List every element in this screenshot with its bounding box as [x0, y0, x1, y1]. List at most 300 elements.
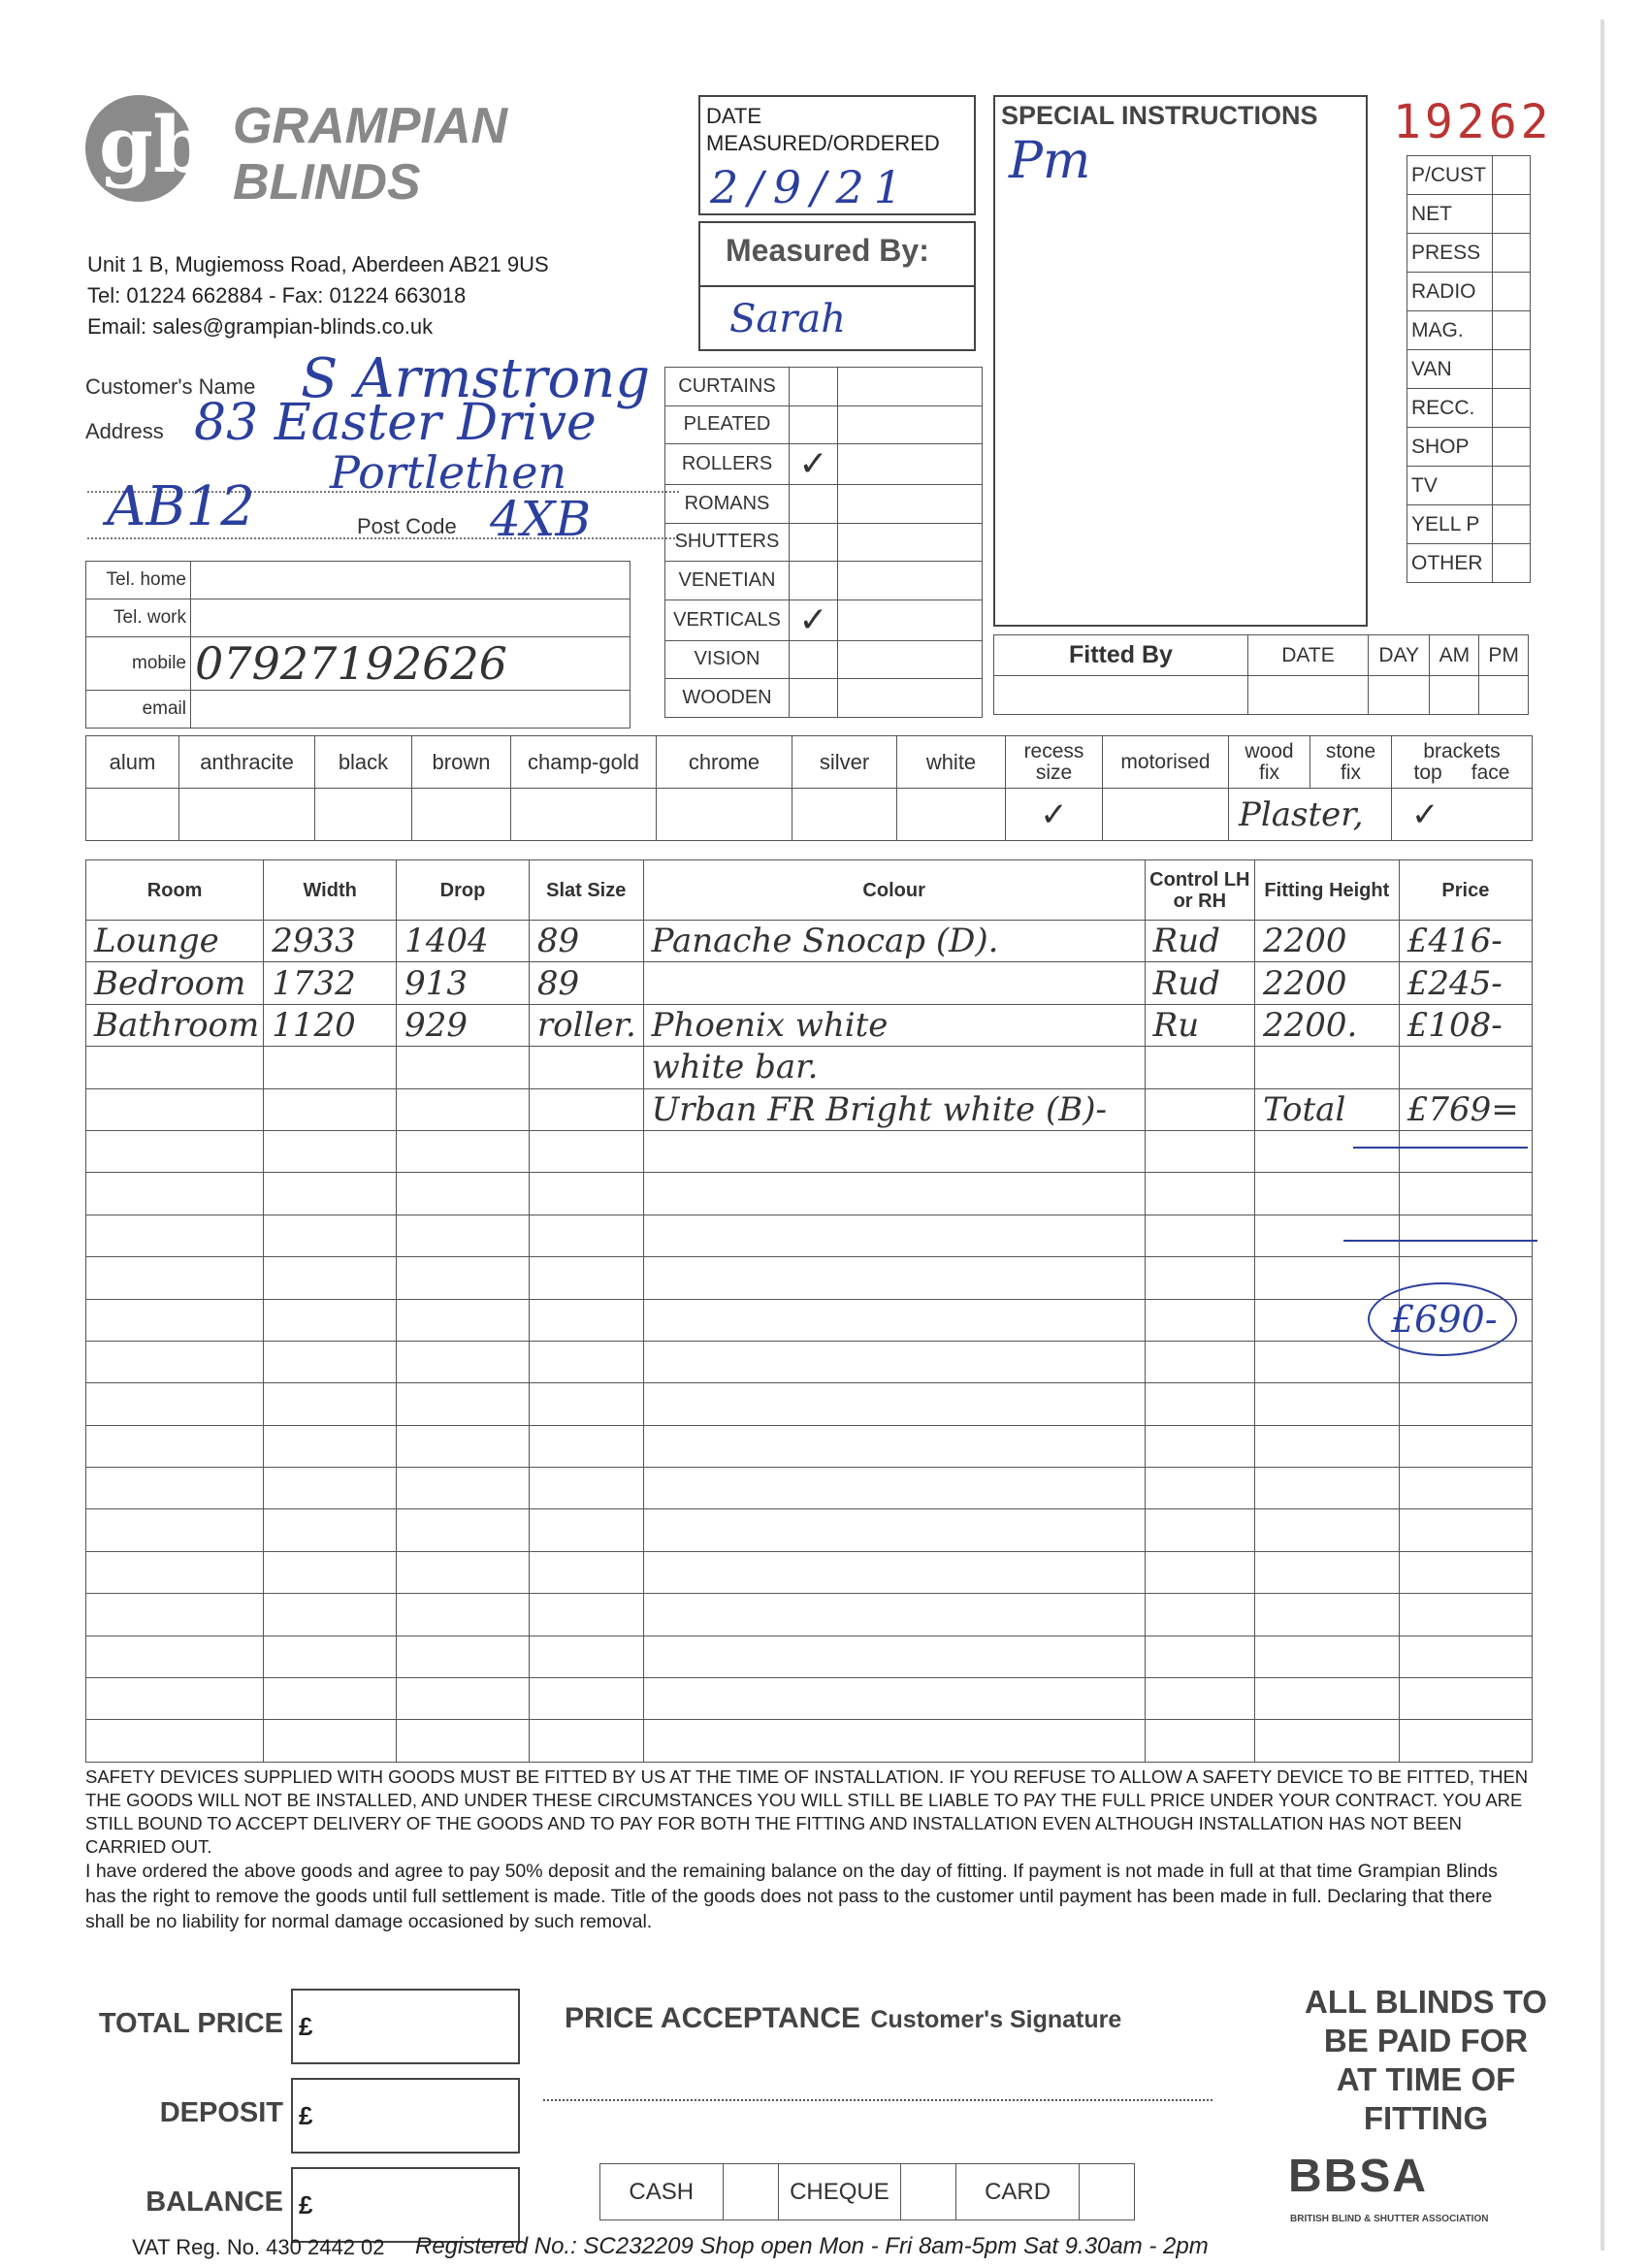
- table-row: [86, 1173, 1533, 1215]
- order-cell-colour[interactable]: [643, 1468, 1145, 1509]
- source-checkbox[interactable]: [1492, 156, 1530, 195]
- source-checkbox[interactable]: [1492, 350, 1530, 389]
- order-cell-room[interactable]: [86, 1383, 264, 1425]
- order-cell-height[interactable]: [1255, 1509, 1400, 1551]
- table-row: [86, 1299, 1533, 1341]
- source-checkbox[interactable]: [1492, 467, 1530, 505]
- order-cell-height[interactable]: [1255, 1468, 1400, 1509]
- source-checkbox[interactable]: [1492, 544, 1530, 583]
- finish-option-check[interactable]: [657, 789, 792, 841]
- postcode-value[interactable]: 4XB: [490, 491, 592, 547]
- table-row: [86, 1636, 1533, 1677]
- order-cell-control[interactable]: [1145, 1468, 1254, 1509]
- order-cell-width[interactable]: [264, 1425, 397, 1467]
- order-cell-price[interactable]: [1399, 1130, 1532, 1172]
- order-cell-price[interactable]: [1399, 1173, 1532, 1215]
- order-cell-room[interactable]: [86, 1509, 264, 1551]
- totals-label: DEPOSIT: [159, 2097, 283, 2128]
- order-cell-slat[interactable]: roller.: [529, 1004, 643, 1046]
- finish-option-black: black: [315, 736, 412, 789]
- payment-method-card: CARD: [956, 2164, 1080, 2220]
- order-cell-control[interactable]: Rud: [1145, 962, 1254, 1004]
- order-cell-height[interactable]: [1255, 1341, 1400, 1382]
- postcode-label: Post Code: [357, 514, 457, 538]
- order-cell-width[interactable]: [264, 1720, 397, 1762]
- product-type-label: CURTAINS: [665, 368, 790, 406]
- acceptance-title: PRICE ACCEPTANCE: [565, 2002, 861, 2034]
- order-cell-colour[interactable]: [643, 1594, 1145, 1636]
- order-cell-control[interactable]: [1145, 1088, 1254, 1130]
- order-cell-slat[interactable]: [529, 1425, 643, 1467]
- order-cell-drop[interactable]: 1404: [397, 921, 530, 962]
- special-instructions-value[interactable]: Pm: [1009, 132, 1091, 190]
- phone-label: Tel. work: [86, 599, 191, 637]
- address-line3[interactable]: AB12: [107, 475, 255, 538]
- table-row: [86, 1468, 1533, 1509]
- order-cell-drop[interactable]: 929: [397, 1004, 530, 1046]
- product-type-extra[interactable]: [838, 640, 983, 679]
- currency-symbol: £: [299, 2101, 313, 2130]
- product-type-check[interactable]: ✓: [790, 444, 838, 485]
- order-cell-colour[interactable]: [643, 1425, 1145, 1467]
- product-type-check[interactable]: [790, 562, 838, 600]
- order-cell-drop[interactable]: [397, 1130, 530, 1172]
- order-cell-room[interactable]: [86, 1468, 264, 1509]
- product-type-extra[interactable]: [838, 485, 983, 524]
- phone-label: Tel. home: [86, 562, 191, 599]
- order-cell-room[interactable]: [86, 1173, 264, 1215]
- order-cell-width[interactable]: [264, 1468, 397, 1509]
- fitted-day-value[interactable]: [1369, 676, 1430, 715]
- order-cell-price[interactable]: [1399, 1047, 1532, 1088]
- order-cell-price[interactable]: [1399, 1720, 1532, 1762]
- source-label: MAG.: [1407, 311, 1493, 350]
- motorised-check[interactable]: [1103, 789, 1229, 841]
- table-row: [86, 1678, 1533, 1720]
- order-cell-height[interactable]: [1255, 1425, 1400, 1467]
- order-cell-drop[interactable]: 913: [397, 962, 530, 1004]
- product-type-check[interactable]: [790, 523, 838, 562]
- source-checkbox[interactable]: [1492, 273, 1530, 311]
- source-checkbox[interactable]: [1492, 505, 1530, 544]
- source-label: PRESS: [1407, 234, 1493, 273]
- order-cell-price[interactable]: [1399, 1383, 1532, 1425]
- finish-option-check[interactable]: [86, 789, 179, 841]
- source-label: VAN: [1407, 350, 1493, 389]
- date-box: [698, 95, 976, 215]
- order-cell-control[interactable]: [1145, 1636, 1254, 1677]
- fitted-pm-label: PM: [1479, 635, 1529, 676]
- source-checkbox[interactable]: [1492, 311, 1530, 350]
- table-row: [86, 1047, 1533, 1088]
- order-cell-height[interactable]: [1255, 1720, 1400, 1762]
- product-type-check[interactable]: [790, 368, 838, 406]
- order-cell-room[interactable]: [86, 1551, 264, 1593]
- order-cell-price[interactable]: [1399, 1425, 1532, 1467]
- order-cell-slat[interactable]: [529, 1130, 643, 1172]
- company-logo: [85, 95, 208, 202]
- order-cell-drop[interactable]: [397, 1341, 530, 1382]
- order-cell-height[interactable]: [1255, 1551, 1400, 1593]
- product-type-check[interactable]: ✓: [790, 599, 838, 640]
- order-cell-price[interactable]: £245-: [1399, 962, 1532, 1004]
- finish-option-alum: alum: [86, 736, 179, 789]
- order-cell-room[interactable]: [86, 1341, 264, 1382]
- order-cell-colour[interactable]: Phoenix white: [643, 1004, 1145, 1046]
- fitted-by-table: [993, 634, 1529, 715]
- bracket-check[interactable]: ✓: [1392, 789, 1533, 841]
- finish-option-silver: silver: [792, 736, 897, 789]
- source-label: SHOP: [1407, 428, 1493, 467]
- fitted-day-label: DAY: [1369, 635, 1430, 676]
- brackets-label: [1392, 736, 1533, 789]
- phone-value[interactable]: 07927192626: [191, 637, 630, 691]
- table-row: [86, 1509, 1533, 1551]
- product-type-extra[interactable]: [838, 679, 983, 718]
- order-cell-drop[interactable]: [397, 1425, 530, 1467]
- order-cell-width[interactable]: [264, 1551, 397, 1593]
- source-label: RECC.: [1407, 389, 1493, 428]
- fitted-by-value[interactable]: [994, 676, 1248, 715]
- order-cell-colour[interactable]: [643, 962, 1145, 1004]
- table-row: [86, 921, 1533, 962]
- order-cell-width[interactable]: [264, 1383, 397, 1425]
- order-cell-price[interactable]: [1399, 1678, 1532, 1720]
- product-type-extra[interactable]: [838, 599, 983, 640]
- order-cell-slat[interactable]: [529, 1678, 643, 1720]
- product-type-extra[interactable]: [838, 562, 983, 600]
- phone-table: [85, 561, 630, 729]
- order-cell-control[interactable]: [1145, 1173, 1254, 1215]
- order-cell-colour[interactable]: [643, 1509, 1145, 1551]
- order-cell-slat[interactable]: [529, 1636, 643, 1677]
- order-cell-control[interactable]: [1145, 1299, 1254, 1341]
- order-cell-room[interactable]: [86, 1720, 264, 1762]
- order-cell-price[interactable]: [1399, 1509, 1532, 1551]
- order-cell-slat[interactable]: [529, 1215, 643, 1256]
- order-cell-control[interactable]: [1145, 1509, 1254, 1551]
- order-cell-width[interactable]: [264, 1257, 397, 1299]
- order-cell-width[interactable]: [264, 1299, 397, 1341]
- order-cell-slat[interactable]: [529, 1594, 643, 1636]
- order-cell-colour[interactable]: Panache Snocap (D).: [643, 921, 1145, 962]
- order-cell-slat[interactable]: [529, 1509, 643, 1551]
- table-row: [86, 1130, 1533, 1172]
- table-row: [86, 1594, 1533, 1636]
- source-checkbox[interactable]: [1492, 234, 1530, 273]
- order-cell-control[interactable]: [1145, 1257, 1254, 1299]
- product-type-extra[interactable]: [838, 523, 983, 562]
- order-cell-drop[interactable]: [397, 1636, 530, 1677]
- price-acceptance: [565, 2002, 1121, 2035]
- notice-line-4: FITTING: [1363, 2100, 1489, 2136]
- totals-label: TOTAL PRICE: [98, 2008, 283, 2039]
- order-cell-room[interactable]: [86, 1215, 264, 1256]
- order-cell-control[interactable]: [1145, 1383, 1254, 1425]
- customer-name-value[interactable]: S Armstrong: [301, 347, 651, 410]
- address-line1[interactable]: 83 Easter Drive: [194, 394, 597, 452]
- order-cell-colour[interactable]: [643, 1215, 1145, 1256]
- order-cell-drop[interactable]: [397, 1678, 530, 1720]
- order-cell-drop[interactable]: [397, 1257, 530, 1299]
- order-cell-control[interactable]: [1145, 1720, 1254, 1762]
- order-cell-colour[interactable]: [643, 1383, 1145, 1425]
- order-cell-control[interactable]: [1145, 1678, 1254, 1720]
- order-cell-room[interactable]: [86, 1257, 264, 1299]
- finish-option-check[interactable]: [412, 789, 511, 841]
- product-type-check[interactable]: [790, 405, 838, 444]
- order-cell-room[interactable]: Lounge: [86, 921, 264, 962]
- finish-option-check[interactable]: [792, 789, 897, 841]
- phone-value[interactable]: [191, 562, 630, 599]
- product-type-label: WOODEN: [665, 679, 790, 718]
- order-cell-drop[interactable]: [397, 1299, 530, 1341]
- date-value[interactable]: 2/9/21: [710, 161, 913, 213]
- order-cell-drop[interactable]: [397, 1383, 530, 1425]
- order-cell-colour[interactable]: Urban FR Bright white (B)-: [643, 1088, 1145, 1130]
- order-cell-price[interactable]: [1399, 1636, 1532, 1677]
- acceptance-subtitle: Customer's Signature: [870, 2006, 1122, 2033]
- order-cell-room[interactable]: Bathroom: [86, 1004, 264, 1046]
- finish-option-brown: brown: [412, 736, 511, 789]
- order-cell-room[interactable]: [86, 1636, 264, 1677]
- order-cell-slat[interactable]: [529, 1088, 643, 1130]
- order-cell-slat[interactable]: [529, 1341, 643, 1382]
- order-cell-width[interactable]: [264, 1341, 397, 1382]
- order-cell-width[interactable]: [264, 1594, 397, 1636]
- order-cell-height[interactable]: [1255, 1173, 1400, 1215]
- order-cell-drop[interactable]: [397, 1215, 530, 1256]
- totals-input[interactable]: [291, 2078, 520, 2154]
- order-header-2: Drop: [397, 860, 530, 921]
- order-cell-slat[interactable]: [529, 1720, 643, 1762]
- order-cell-room[interactable]: [86, 1047, 264, 1088]
- address-label: Address: [85, 419, 164, 443]
- phone-value[interactable]: [191, 691, 630, 729]
- order-cell-colour[interactable]: [643, 1341, 1145, 1382]
- company-phone: Tel: 01224 662884 - Fax: 01224 663018: [87, 283, 467, 308]
- order-cell-drop[interactable]: [397, 1173, 530, 1215]
- order-cell-room[interactable]: [86, 1594, 264, 1636]
- order-cell-width[interactable]: [264, 1173, 397, 1215]
- product-type-label: VERTICALS: [665, 599, 790, 640]
- table-row: [86, 1425, 1533, 1467]
- order-cell-width[interactable]: 2933: [264, 921, 397, 962]
- order-cell-drop[interactable]: [397, 1088, 530, 1130]
- currency-symbol: £: [299, 2190, 313, 2219]
- source-checkbox[interactable]: [1492, 389, 1530, 428]
- order-cell-slat[interactable]: [529, 1551, 643, 1593]
- table-row: [86, 962, 1533, 1004]
- order-cell-control[interactable]: [1145, 1130, 1254, 1172]
- order-cell-price[interactable]: £769=: [1399, 1088, 1532, 1130]
- motorised-label: motorised: [1103, 736, 1229, 789]
- address-line2[interactable]: Portlethen: [330, 446, 567, 499]
- order-cell-width[interactable]: 1120: [264, 1004, 397, 1046]
- table-row: [86, 1004, 1533, 1046]
- order-cell-control[interactable]: [1145, 1047, 1254, 1088]
- order-cell-room[interactable]: [86, 1130, 264, 1172]
- product-type-label: VENETIAN: [665, 562, 790, 600]
- finish-option-check[interactable]: [179, 789, 315, 841]
- totals-input[interactable]: [291, 1989, 520, 2064]
- order-cell-drop[interactable]: [397, 1551, 530, 1593]
- source-table: [1406, 155, 1531, 583]
- stone-fix-label: stone fix: [1310, 736, 1392, 789]
- order-cell-height[interactable]: [1255, 1130, 1400, 1172]
- order-cell-slat[interactable]: [529, 1468, 643, 1509]
- currency-symbol: £: [299, 2012, 313, 2041]
- order-cell-control[interactable]: Rud: [1145, 921, 1254, 962]
- order-cell-colour[interactable]: [643, 1299, 1145, 1341]
- order-table: [85, 859, 1533, 1763]
- wood-fix-label: wood fix: [1229, 736, 1310, 789]
- product-type-check[interactable]: [790, 640, 838, 679]
- order-cell-price[interactable]: £108-: [1399, 1004, 1532, 1046]
- order-cell-room[interactable]: Bedroom: [86, 962, 264, 1004]
- order-cell-colour[interactable]: [643, 1720, 1145, 1762]
- order-cell-width[interactable]: [264, 1047, 397, 1088]
- form-number: 19262: [1393, 95, 1553, 149]
- order-cell-height[interactable]: 2200: [1255, 921, 1400, 962]
- order-cell-slat[interactable]: [529, 1257, 643, 1299]
- order-cell-height[interactable]: [1255, 1383, 1400, 1425]
- payment-checkbox[interactable]: [723, 2164, 778, 2220]
- measured-by-value[interactable]: Sarah: [729, 297, 846, 341]
- product-type-extra[interactable]: [838, 444, 983, 485]
- product-type-label: VISION: [665, 640, 790, 679]
- order-cell-slat[interactable]: [529, 1299, 643, 1341]
- product-type-check[interactable]: [790, 485, 838, 524]
- phone-value[interactable]: [191, 599, 630, 637]
- order-cell-control[interactable]: [1145, 1551, 1254, 1593]
- fitted-am-label: AM: [1430, 635, 1479, 676]
- finish-option-anthracite: anthracite: [179, 736, 315, 789]
- order-cell-height[interactable]: [1255, 1636, 1400, 1677]
- product-type-label: PLEATED: [665, 405, 790, 444]
- product-type-check[interactable]: [790, 679, 838, 718]
- order-cell-control[interactable]: [1145, 1215, 1254, 1256]
- order-cell-height[interactable]: [1255, 1678, 1400, 1720]
- order-cell-width[interactable]: [264, 1636, 397, 1677]
- product-type-label: ROMANS: [665, 485, 790, 524]
- order-cell-height[interactable]: 2200: [1255, 962, 1400, 1004]
- source-label: P/CUST: [1407, 156, 1493, 195]
- finish-option-check[interactable]: [511, 789, 657, 841]
- order-cell-control[interactable]: [1145, 1594, 1254, 1636]
- order-cell-drop[interactable]: [397, 1720, 530, 1762]
- finish-option-white: white: [897, 736, 1006, 789]
- fix-type-value[interactable]: Plaster,: [1229, 789, 1392, 841]
- fitted-date-value[interactable]: [1248, 676, 1369, 715]
- finish-option-check[interactable]: [897, 789, 1006, 841]
- order-cell-colour[interactable]: [643, 1257, 1145, 1299]
- fitted-by-label: Fitted By: [994, 635, 1248, 676]
- order-cell-drop[interactable]: [397, 1509, 530, 1551]
- order-cell-drop[interactable]: [397, 1594, 530, 1636]
- order-cell-height[interactable]: [1255, 1594, 1400, 1636]
- order-cell-height[interactable]: 2200.: [1255, 1004, 1400, 1046]
- registered-number: Registered No.: SC232209 Shop open Mon - Fri 8am-5pm Sat 9.30am - 2pm: [415, 2233, 1209, 2259]
- order-cell-colour[interactable]: [643, 1173, 1145, 1215]
- circled-total: [1368, 1282, 1517, 1356]
- table-row: [86, 1088, 1533, 1130]
- order-cell-colour[interactable]: [643, 1130, 1145, 1172]
- source-label: TV: [1407, 467, 1493, 505]
- order-cell-slat[interactable]: [529, 1047, 643, 1088]
- signature-line[interactable]: [543, 2099, 1212, 2101]
- order-cell-room[interactable]: [86, 1678, 264, 1720]
- fitted-pm-value[interactable]: [1479, 676, 1529, 715]
- order-cell-height[interactable]: [1255, 1047, 1400, 1088]
- order-cell-width[interactable]: [264, 1215, 397, 1256]
- order-cell-control[interactable]: Ru: [1145, 1004, 1254, 1046]
- finish-option-champ-gold: champ-gold: [511, 736, 657, 789]
- company-name-line1: GRAMPIAN: [233, 98, 508, 154]
- fitted-am-value[interactable]: [1430, 676, 1479, 715]
- order-cell-colour[interactable]: white bar.: [643, 1047, 1145, 1088]
- order-cell-width[interactable]: [264, 1678, 397, 1720]
- payment-checkbox[interactable]: [901, 2164, 956, 2220]
- order-cell-width[interactable]: 1732: [264, 962, 397, 1004]
- order-cell-control[interactable]: [1145, 1425, 1254, 1467]
- source-checkbox[interactable]: [1492, 428, 1530, 467]
- bbsa-caption: BRITISH BLIND & SHUTTER ASSOCIATION: [1290, 2214, 1489, 2224]
- order-cell-colour[interactable]: [643, 1678, 1145, 1720]
- order-cell-price[interactable]: [1399, 1551, 1532, 1593]
- order-cell-price[interactable]: £416-: [1399, 921, 1532, 962]
- product-type-extra[interactable]: [838, 368, 983, 406]
- order-cell-slat[interactable]: 89: [529, 962, 643, 1004]
- order-cell-slat[interactable]: [529, 1383, 643, 1425]
- source-label: OTHER: [1407, 544, 1493, 583]
- payment-method-cheque: CHEQUE: [778, 2164, 901, 2220]
- order-cell-price[interactable]: [1399, 1594, 1532, 1636]
- order-cell-height[interactable]: [1255, 1257, 1400, 1299]
- order-cell-colour[interactable]: [643, 1636, 1145, 1677]
- payment-checkbox[interactable]: [1079, 2164, 1134, 2220]
- order-cell-width[interactable]: [264, 1130, 397, 1172]
- table-row: [86, 1720, 1533, 1762]
- table-row: [86, 1383, 1533, 1425]
- order-cell-slat[interactable]: [529, 1173, 643, 1215]
- order-cell-price[interactable]: [1399, 1468, 1532, 1509]
- brackets-title: brackets: [1423, 739, 1501, 762]
- totals-label: BALANCE: [146, 2187, 283, 2218]
- product-type-label: ROLLERS: [665, 444, 790, 485]
- legal-caps: SAFETY DEVICES SUPPLIED WITH GOODS MUST BE FITTED BY US AT THE TIME OF INSTALLATION. IF YOU REFUSE TO ALLOW A SAFETY DEVICE TO BE FITTED, THEN THE GOODS WILL NOT BE INSTALLED, AND UNDER THESE CIRCUMSTANCES YOU WILL STILL BE LIABLE TO PAY THE FULL PRICE UNDER YOUR CONTRACT. YOU ARE STILL BOUND TO ACCEPT DELIVERY OF THE GOODS AND TO PAY FOR BOTH THE FITTING AND INSTALLATION EVEN ALTHOUGH INSTALLATION HAS NOT BEEN CARRIED OUT.: [85, 1766, 1529, 1857]
- finish-option-check[interactable]: [315, 789, 412, 841]
- order-cell-slat[interactable]: 89: [529, 921, 643, 962]
- source-checkbox[interactable]: [1492, 195, 1530, 234]
- order-cell-drop[interactable]: [397, 1468, 530, 1509]
- order-cell-width[interactable]: [264, 1088, 397, 1130]
- order-cell-height[interactable]: [1255, 1215, 1400, 1256]
- order-cell-width[interactable]: [264, 1509, 397, 1551]
- product-type-extra[interactable]: [838, 405, 983, 444]
- order-cell-control[interactable]: [1145, 1341, 1254, 1382]
- order-cell-colour[interactable]: [643, 1551, 1145, 1593]
- order-cell-price[interactable]: [1399, 1215, 1532, 1256]
- totals-input[interactable]: [291, 2167, 520, 2243]
- order-cell-room[interactable]: [86, 1299, 264, 1341]
- recess-size-check[interactable]: ✓: [1006, 789, 1103, 841]
- payment-method-table: [599, 2163, 1135, 2220]
- order-cell-drop[interactable]: [397, 1047, 530, 1088]
- order-cell-room[interactable]: [86, 1425, 264, 1467]
- order-cell-room[interactable]: [86, 1088, 264, 1130]
- order-cell-height[interactable]: Total: [1255, 1088, 1400, 1130]
